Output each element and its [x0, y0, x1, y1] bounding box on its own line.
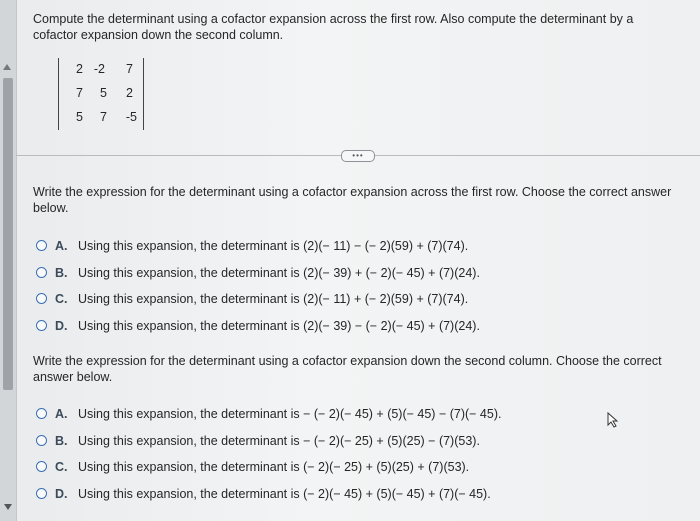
matrix-cell: 7	[76, 86, 83, 100]
matrix-cell: 2	[126, 86, 133, 100]
option-text: Using this expansion, the determinant is (2)(− 11) + (− 2)(59) + (7)(74).	[78, 292, 469, 306]
matrix-cell: 7	[126, 62, 133, 76]
matrix-cell: 7	[100, 110, 107, 124]
radio-button[interactable]	[36, 240, 47, 251]
option-letter: A.	[55, 407, 68, 421]
vertical-scrollbar[interactable]	[0, 0, 17, 521]
radio-button[interactable]	[36, 461, 47, 472]
part1-prompt: Write the expression for the determinant using a cofactor expansion across the first row. Choose the correct answer below.	[33, 185, 672, 215]
radio-button[interactable]	[36, 320, 47, 331]
radio-button[interactable]	[36, 267, 47, 278]
scroll-thumb[interactable]	[3, 78, 13, 390]
mouse-pointer-icon	[607, 412, 621, 428]
radio-button[interactable]	[36, 488, 47, 499]
determinant-matrix	[58, 58, 144, 130]
option-letter: B.	[55, 434, 68, 448]
part1-option-c[interactable]	[36, 291, 636, 309]
part2-option-d[interactable]	[36, 486, 636, 504]
matrix-cell: 2	[76, 62, 83, 76]
part2-prompt: Write the expression for the determinant using a cofactor expansion down the second column. Choose the correct answer below.	[33, 354, 662, 384]
expand-more-button[interactable]: •••	[341, 150, 375, 162]
option-letter: A.	[55, 239, 68, 253]
option-letter: B.	[55, 266, 68, 280]
radio-button[interactable]	[36, 435, 47, 446]
option-text: Using this expansion, the determinant is (− 2)(− 45) + (5)(− 45) + (7)(− 45).	[78, 487, 491, 501]
matrix-cell: 5	[76, 110, 83, 124]
option-letter: C.	[55, 460, 68, 474]
question-text: Compute the determinant using a cofactor expansion across the first row. Also compute the determinant by a cofactor expansion down the second column.	[33, 12, 634, 42]
part2-option-b[interactable]	[36, 433, 636, 451]
option-text: Using this expansion, the determinant is (− 2)(− 25) + (5)(25) + (7)(53).	[78, 460, 470, 474]
matrix-cell: -5	[125, 110, 137, 124]
matrix-cell: 5	[100, 86, 107, 100]
scroll-down-arrow-icon[interactable]	[4, 504, 12, 510]
option-text: Using this expansion, the determinant is − (− 2)(− 25) + (5)(25) − (7)(53).	[78, 434, 480, 448]
radio-button[interactable]	[36, 293, 47, 304]
option-letter: D.	[55, 487, 68, 501]
option-letter: D.	[55, 319, 68, 333]
option-text: Using this expansion, the determinant is (2)(− 11) − (− 2)(59) + (7)(74).	[78, 239, 469, 253]
part1-option-b[interactable]	[36, 265, 636, 283]
option-text: Using this expansion, the determinant is (2)(− 39) + (− 2)(− 45) + (7)(24).	[78, 266, 480, 280]
option-text: Using this expansion, the determinant is (2)(− 39) − (− 2)(− 45) + (7)(24).	[78, 319, 480, 333]
part1-option-d[interactable]	[36, 318, 636, 336]
option-letter: C.	[55, 292, 68, 306]
part1-option-a[interactable]	[36, 238, 636, 256]
scroll-up-arrow-icon[interactable]	[3, 64, 11, 70]
part2-option-a[interactable]	[36, 406, 636, 424]
part2-option-c[interactable]	[36, 459, 636, 477]
option-text: Using this expansion, the determinant is − (− 2)(− 45) + (5)(− 45) − (7)(− 45).	[78, 407, 502, 421]
matrix-cell: -2	[93, 62, 105, 76]
radio-button[interactable]	[36, 408, 47, 419]
